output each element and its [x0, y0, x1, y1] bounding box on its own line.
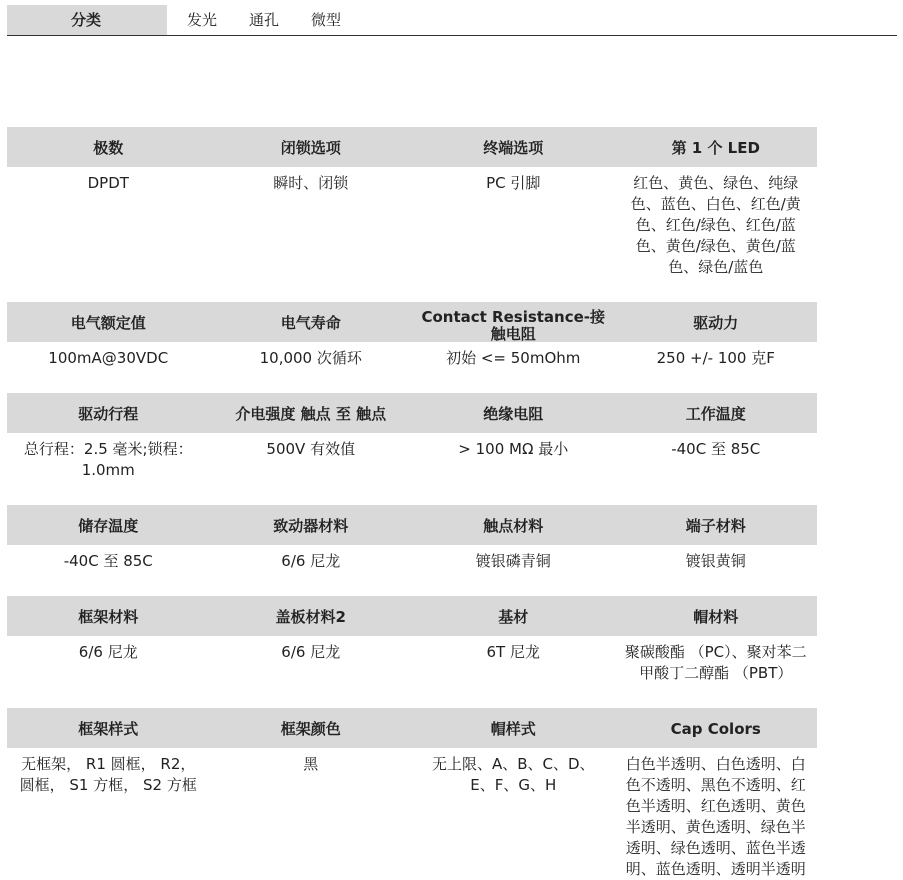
spec-value: 初始 <= 50mOhm	[446, 349, 581, 367]
spec-header: 绝缘电阻	[483, 405, 544, 423]
spec-header: 储存温度	[78, 517, 139, 535]
spec-value: 总行程：2.5 毫米;锁程：1.0mm	[23, 440, 193, 479]
spec-header: 介电强度 触点 至 触点	[235, 405, 387, 423]
spec-header: 致动器材料	[273, 517, 349, 535]
spec-value: DPDT	[87, 174, 129, 192]
spec-value: 无上限、A、B、C、D、E、F、G、H	[431, 755, 595, 794]
spec-value: 黑	[303, 755, 319, 773]
spec-header-row	[7, 596, 817, 636]
spec-row-2	[7, 393, 817, 481]
spec-header: 驱动行程	[78, 405, 139, 423]
spec-row-5	[7, 708, 817, 880]
spec-value-row	[7, 167, 817, 278]
spec-value: 聚碳酸酯 （PC）、聚对苯二甲酸丁二醇酯 （PBT）	[624, 643, 807, 682]
spec-header: 电气额定值	[70, 314, 146, 332]
spec-header: 极数	[93, 139, 124, 157]
spec-header: 触点材料	[483, 517, 544, 535]
spec-header: 帽材料	[693, 608, 739, 626]
spec-value: 6/6 尼龙	[281, 552, 341, 570]
spec-header: Contact Resistance-接触电阻	[421, 308, 606, 343]
spec-header-row	[7, 505, 817, 545]
category-bar	[7, 5, 897, 36]
spec-value: -40C 至 85C	[671, 440, 761, 458]
spec-value: 瞬时、闭锁	[273, 174, 349, 192]
spec-value-row	[7, 636, 817, 684]
spec-header-row	[7, 393, 817, 433]
spec-value: 100mA@30VDC	[48, 349, 169, 367]
spec-header: 框架材料	[78, 608, 139, 626]
spec-row-1	[7, 302, 817, 369]
tag-miniature[interactable]: 微型	[311, 11, 342, 29]
spec-value: 10,000 次循环	[259, 349, 362, 367]
spec-header: 框架颜色	[280, 720, 341, 738]
spec-header: 基材	[498, 608, 529, 626]
spec-header: Cap Colors	[670, 720, 761, 738]
spec-header: 电气寿命	[280, 314, 341, 332]
spec-value: 红色、黄色、绿色、纯绿色、蓝色、白色、红色/黄色、红色/绿色、红色/蓝色、黄色/绿色、黄色/蓝色、绿色/蓝色	[630, 174, 801, 276]
spec-header: 帽样式	[490, 720, 536, 738]
spec-header: 第 1 个 LED	[671, 139, 760, 157]
spec-header-row	[7, 127, 817, 167]
spec-header-row	[7, 708, 817, 748]
spec-value: 白色半透明、白色透明、白色不透明、黑色不透明、红色半透明、红色透明、黄色半透明、黄色透明、绿色半透明、绿色透明、蓝色半透明、蓝色透明、透明半透明	[625, 755, 806, 878]
spec-value-row	[7, 433, 817, 481]
spec-value: 250 +/- 100 克F	[656, 349, 775, 367]
spec-header: 端子材料	[685, 517, 746, 535]
spec-value: > 100 MΩ 最小	[458, 440, 569, 458]
spec-value: 镀银磷青铜	[475, 552, 551, 570]
spec-header: 框架样式	[78, 720, 139, 738]
spec-header-row	[7, 302, 817, 342]
spec-header: 驱动力	[693, 314, 739, 332]
spec-value: 镀银黄铜	[685, 552, 746, 570]
category-label: 分类	[7, 5, 167, 35]
spec-value: PC 引脚	[486, 174, 541, 192]
spec-value-row	[7, 545, 817, 572]
spec-header: 工作温度	[685, 405, 746, 423]
spec-header: 盖板材料2	[275, 608, 346, 626]
spec-row-3	[7, 505, 817, 572]
spec-value: 6/6 尼龙	[281, 643, 341, 661]
spec-row-0	[7, 127, 817, 278]
tag-led[interactable]: 发光	[187, 11, 218, 29]
spec-value: 500V 有效值	[266, 440, 356, 458]
spec-value: 6/6 尼龙	[78, 643, 138, 661]
spec-row-4	[7, 596, 817, 684]
spec-value-row	[7, 748, 817, 880]
spec-header: 终端选项	[483, 139, 544, 157]
spec-value: 6T 尼龙	[486, 643, 540, 661]
spec-header: 闭锁选项	[280, 139, 341, 157]
spec-value-row	[7, 342, 817, 369]
tag-through-hole[interactable]: 通孔	[249, 11, 280, 29]
spec-value: 无框架， R1 圆框， R2，圆框， S1 方框， S2 方框	[19, 755, 197, 794]
spec-value: -40C 至 85C	[63, 552, 153, 570]
